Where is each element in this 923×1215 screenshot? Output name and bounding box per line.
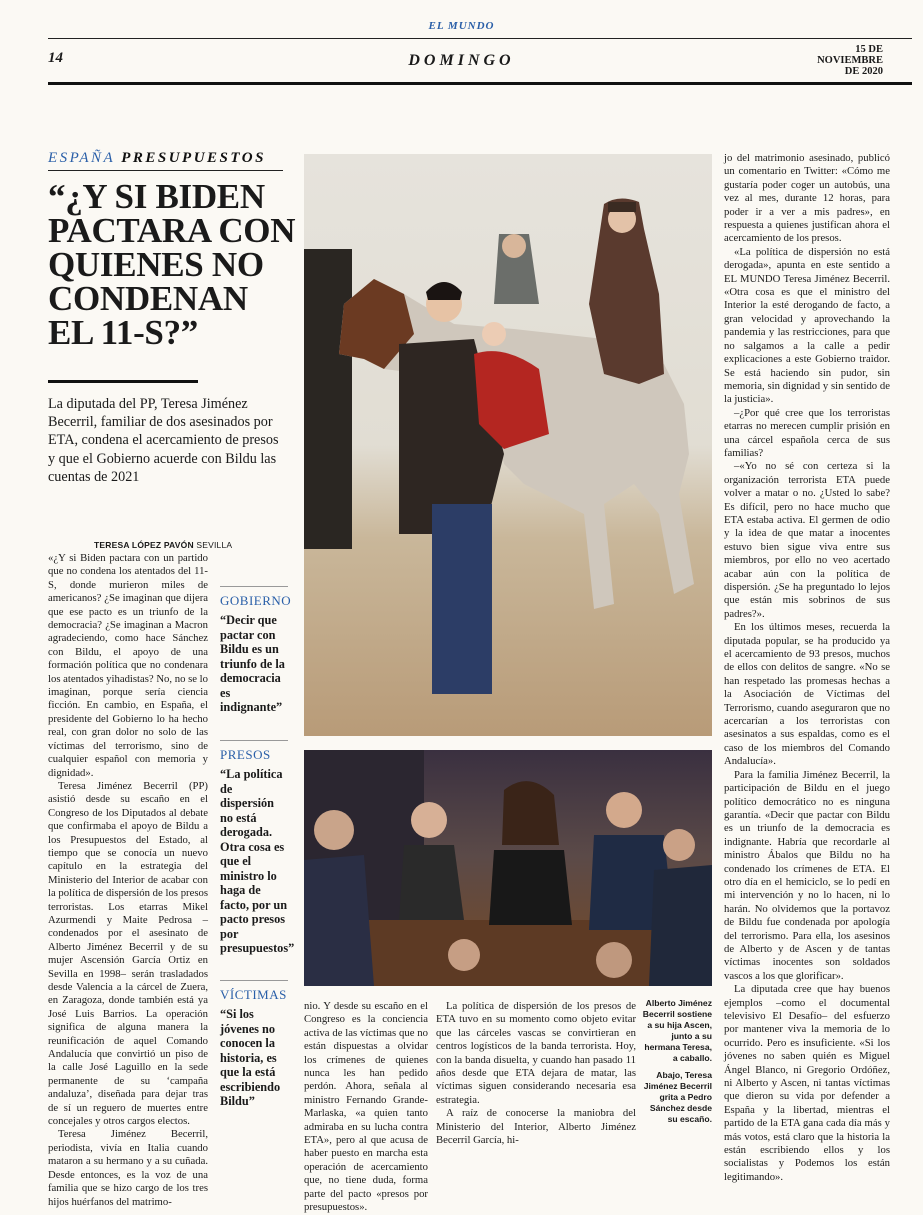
quote-label: VÍCTIMAS: [220, 987, 287, 1002]
photo-congress: [304, 750, 712, 986]
paragraph: –¿Por qué cree que los terroristas etarras no merecen cumplir prisión en una cárcel española cerca de sus familias?: [724, 406, 890, 459]
paragraph: «La política de dispersión no está derogada», apunta en este sentido a EL MUNDO Teresa Jiménez Becerril. «Otra cosa es que el ministro del Interior la esté derogando de facto, a gran velocidad y aprovechando la pandemia y las restricciones, para que no salgamos a la calle a pedir explicaciones a este Gobierno traidor. Se está haciendo sin pudor, sin memoria, sin dignidad y sin sentido de la justicia».: [724, 245, 890, 406]
date: [803, 44, 883, 77]
headline: “¿Y SI BIDEN PACTARA CON QUIENES NO CONDENAN EL 11-S?”: [48, 177, 296, 352]
date-line-3: DE 2020: [844, 66, 883, 77]
paragraph: Para la familia Jiménez Becerril, la participación de Bildu en el juego político democrático no es ninguna garantía. «Decir que pactar con Bildu es un triunfo de la democracia es indignante. Habría que recordarle al ministro Ábalos que Bildu no ha condenado los crímenes de ETA. El otro día en el hemiciclo, se lo pedí en mi intervención y no lo hacen, ni lo harán. No olvidemos que la portavoz de Bildu fue condenada por apología del terrorismo. Para ella, los asesinos de Alberto y de Ascen y de tantas víctimas inocentes son soldados vascos a los que glorificar».: [724, 768, 890, 982]
byline-author: TERESA LÓPEZ PAVÓN: [94, 540, 194, 550]
masthead: EL MUNDO: [428, 20, 495, 32]
kicker-rule: [48, 170, 283, 171]
article-column-1: [48, 552, 208, 1209]
page-number: 14: [48, 50, 63, 66]
date-line-2: NOVIEMBRE: [817, 55, 883, 66]
quote-label: PRESOS: [220, 747, 271, 762]
header-rule: [48, 82, 912, 85]
paragraph: La política de dispersión de los presos de ETA tuvo en su momento como objeto evitar que las cárceles vascas se convirtieran en centros logísticos de la banda terrorista. Hoy, con la banda disuelta, y cuando han pasado 11 años desde que ETA dejara de matar, las víctimas siguen considerando necesaria esa estrategia.: [436, 1000, 636, 1106]
paragraph: Teresa Jiménez Becerril (PP) asistió desde su escaño en el Congreso de los Diputados al debate que confirmaba el apoyo de Bildu a los Presupuestos del Estado, al tiempo que se conocía un nuevo capítulo en la estrategia del Ministerio del Interior de acabar con la política de dispersión de los presos terroristas. Los etarras Mikel Azurmendi y Maite Pedrosa –condenados por el asesinato de Alberto Jiménez Becerril y de su mujer Ascensión García Ortiz en Sevilla en 1998– serán trasladados desde Valencia a la cárcel de Zuera, en Zaragoza, donde también está ya José Luis Barrios. La operación significa de alguna manera la reunificación de aquel Comando Andalucía que convirtió un piso de la calle José Laguillo en la sede permanente de su ‘campaña andaluza’, diseñada para dejar tras de sí un reguero de muertes entre concejales y otros cargos electos.: [48, 779, 208, 1128]
horse-scene-illustration: [304, 154, 712, 736]
quote-rule: [220, 980, 288, 981]
paragraph: La diputada cree que hay buenos ejemplos –como el documental televisivo El Desafío– del esfuerzo por mantener viva la memoria de lo ocurrido. Pero es insuficiente. «Si los jóvenes no saben quién es Miguel Ángel Blanco, ni Gregorio Ordóñez, ni Alberto y Ascen, ni tantas víctimas que dieron su vida por defender a España y la libertad, mientras el partido de la ETA gana cada día más y más votos, está claro que la historia la están escribiendo ellos y los socialistas y Podemos los están legitimando».: [724, 983, 890, 1183]
paragraph: jo del matrimonio asesinado, publicó un comentario en Twitter: «Cómo me gustaría poder coger un autobús, una vez al mes, durante 12 horas, para poder ir a ver a mis padres», en respuesta a quienes justifican ahora el acercamiento de los presos.: [724, 152, 890, 245]
top-rule: [48, 38, 912, 39]
photo-captions: [642, 998, 712, 1131]
photo-horse-family: [304, 154, 712, 736]
kicker: [48, 150, 266, 167]
quote-text: “Si los jóvenes no conocen la historia, es que la está escribiendo Bildu”: [220, 1007, 281, 1108]
byline-place: SEVILLA: [196, 540, 233, 550]
paragraph: A raíz de conocerse la maniobra del Ministerio del Interior, Alberto Jiménez Becerril García, hi-: [436, 1107, 636, 1147]
date-line-1: 15 DE: [855, 44, 883, 55]
article-column-3: [436, 1000, 636, 1147]
section-day: DOMINGO: [408, 52, 515, 69]
headline-rule: [48, 380, 198, 383]
caption-bottom-photo: Abajo, Teresa Jiménez Becerril grita a Pedro Sánchez desde su escaño.: [643, 1070, 712, 1124]
paragraph: «¿Y si Biden pactara con un partido que no condena los atentados del 11-S, donde murieron miles de americanos? ¿Se imaginan que dijera que ese pacto es un triunfo de la democracia? ¿Se imaginan a Macron agradeciendo, como hace Sánchez con Bildu, el apoyo de una formación política que no condenara los atentados yihadistas? No, no se lo imaginan, porque sería ciencia ficción. En cambio, en España, el presidente del Gobierno lo ha hecho real, con gran dolor no solo de las víctimas del terrorismo, sino de cualquier español con memoria y dignidad».: [48, 552, 208, 779]
quote-rule: [220, 586, 288, 587]
kicker-section: ESPAÑA: [48, 150, 115, 166]
quote-label: GOBIERNO: [220, 593, 292, 608]
article-column-4: [724, 152, 890, 1184]
paragraph: –«Yo no sé con certeza si la organización terrorista ETA puede volver a matar o no. ¿Usted lo sabe? Es difícil, pero no hace mucho que ETA estaba activa. El germen de odio y la idea de que matar a inocentes estuvo bien sigue viva entre sus miembros, por ello no veo acertado acabar aún con la política de dispersión. ¿Se ha preguntado lo lejos que están mis sobrinos de sus padres?».: [724, 460, 890, 620]
kicker-topic: PRESUPUESTOS: [121, 150, 266, 166]
paragraph: En los últimos meses, recuerda la diputada popular, se ha producido ya el acercamiento de 93 presos, muchos de ellos con delitos de sangre. «No se han respetado las promesas hechas a la Asociación de Víctimas del Terrorismo, cuando aseguraron que no acercarían a los terroristas con asesinatos a sus espaldas, como es el caso de los miembros del Comando Andalucía».: [724, 621, 890, 768]
quote-text: “Decir que pactar con Bildu es un triunfo de la democracia es indignante”: [220, 613, 285, 714]
byline: [94, 540, 232, 550]
pull-quote-gobierno: [220, 586, 292, 715]
pull-quote-presos: [220, 740, 295, 956]
article-column-2: [304, 1000, 428, 1215]
congress-scene-illustration: [304, 750, 712, 986]
pull-quote-victimas: [220, 980, 288, 1109]
caption-top-photo: Alberto Jiménez Becerril sostiene a su hija Ascen, junto a su hermana Teresa, a caballo.: [642, 998, 712, 1063]
paragraph: nio. Y desde su escaño en el Congreso es la conciencia activa de las víctimas que no están dispuestas a olvidar los crímenes de quienes nunca les han pedido perdón. Ahora, señala al ministro Fernando Grande-Marlaska, «a quien tanto admiraba en su lucha contra ETA», pero al que acusa de haber puesto en marcha esta operación de acercamiento que, no tiene duda, forma parte del pacto «presos por presupuestos».: [304, 1000, 428, 1214]
quote-text: “La política de dispersión no está derogada. Otra cosa es que el ministro lo haga de facto, por un pacto presos por presupuestos”: [220, 767, 295, 955]
standfirst: La diputada del PP, Teresa Jiménez Becerril, familiar de dos asesinados por ETA, condena el acercamiento de presos y que el Gobierno acuerde con Bildu las cuentas de 2021: [48, 396, 279, 485]
paragraph: Teresa Jiménez Becerril, periodista, vivía en Italia cuando mataron a su hermano y a su cuñada. Desde entonces, es la voz de una familia que se hizo cargo de los tres hijos huérfanos del matrimo-: [48, 1128, 208, 1208]
quote-rule: [220, 740, 288, 741]
